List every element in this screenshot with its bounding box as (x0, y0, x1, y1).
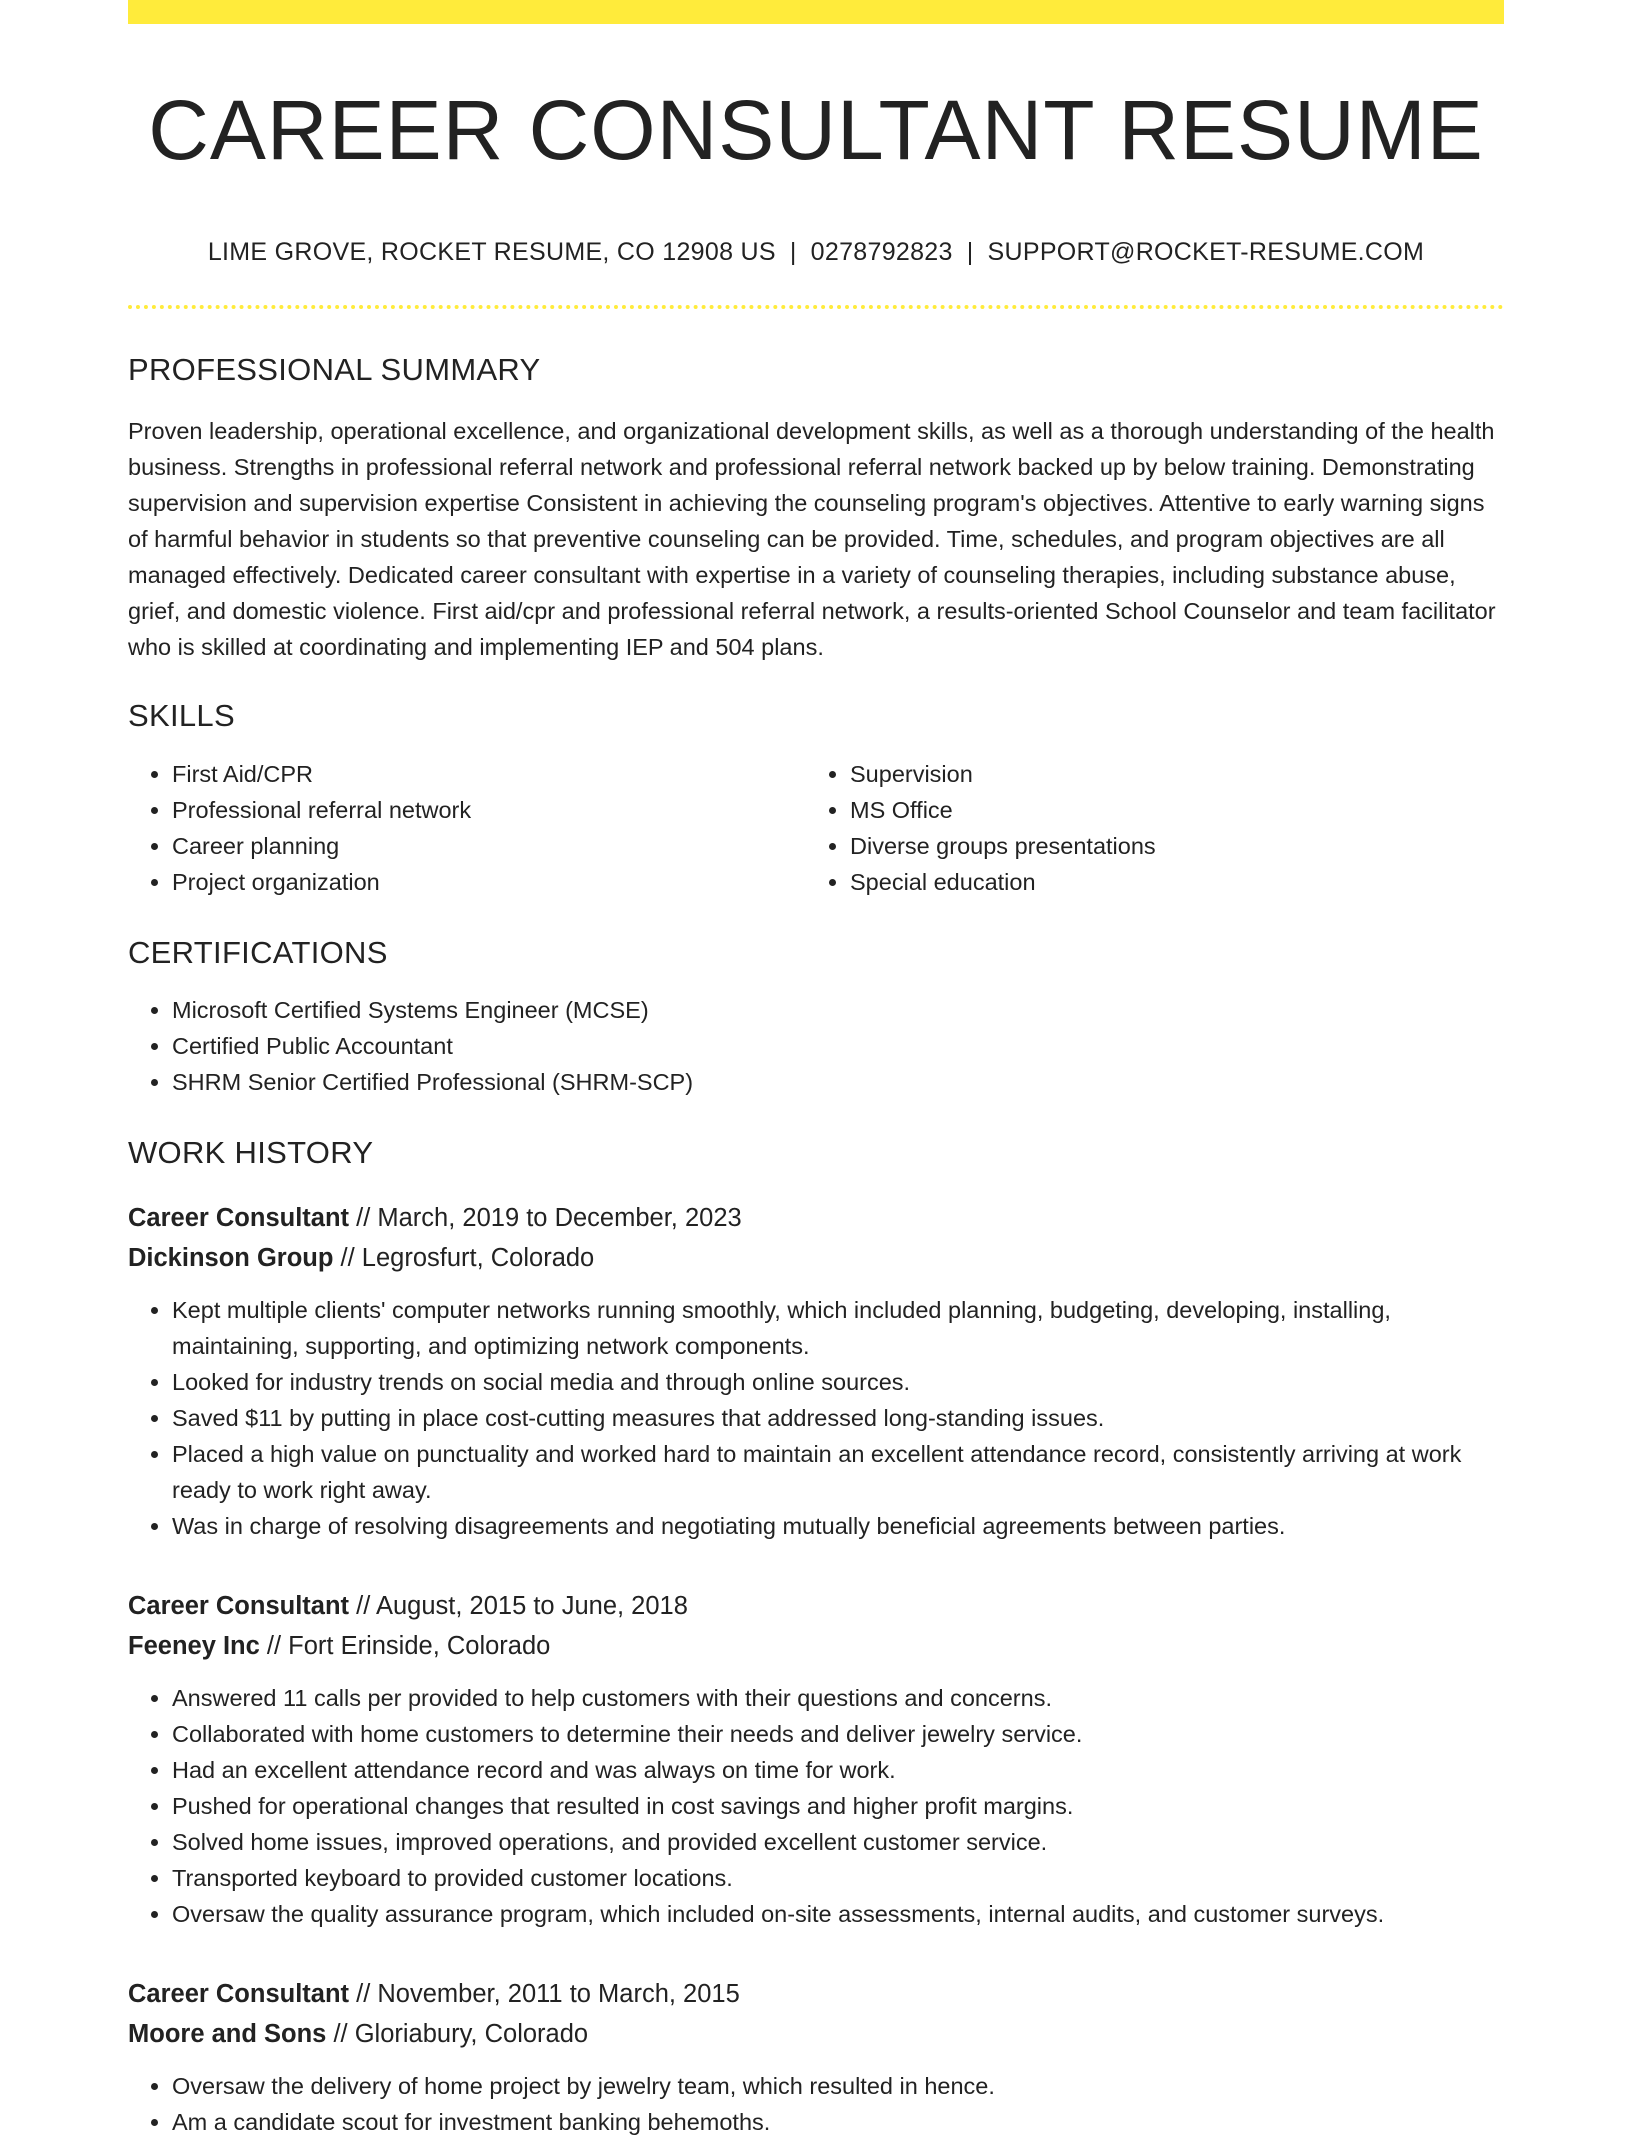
resume-title: CAREER CONSULTANT RESUME (148, 83, 1484, 177)
job-title-line (128, 1586, 1504, 1626)
job-entry (128, 1974, 1504, 2140)
job-bullet: • Was in charge of resolving disagreements and negotiating mutually beneficial agreements between parties. (172, 1508, 1504, 1544)
job-bullet: • Kept multiple clients' computer networks running smoothly, which included planning, budgeting, developing, installing, maintaining, supporting, and optimizing network components. (172, 1292, 1504, 1364)
job-company: Dickinson Group (128, 1243, 334, 1272)
job-entry (128, 1586, 1504, 1932)
job-bullet: • Had an excellent attendance record and was always on time for work. (172, 1752, 1504, 1788)
skill-item: • Special education (850, 864, 1548, 900)
job-title: Career Consultant (128, 1203, 350, 1232)
contact-line (128, 238, 1504, 267)
section-heading-skills: SKILLS (128, 698, 235, 734)
job-bullet: • Collaborated with home customers to determine their needs and deliver jewelry service. (172, 1716, 1504, 1752)
work-history-section (128, 1136, 1504, 2140)
professional-summary-section (128, 353, 1504, 665)
job-bullets (128, 2068, 1504, 2140)
section-heading-work-history: WORK HISTORY (128, 1134, 374, 1170)
contact-separator: | (966, 238, 974, 267)
skills-section (128, 699, 1504, 899)
job-title-line (128, 1974, 1504, 2014)
skills-list-right (806, 756, 1548, 900)
job-company-line (128, 1626, 1504, 1666)
job-location: // Fort Erinside, Colorado (259, 1631, 551, 1660)
certification-item: • Certified Public Accountant (172, 1028, 1504, 1064)
certification-item: • Microsoft Certified Systems Engineer (MCSE) (172, 992, 1504, 1028)
skills-list-left (128, 756, 806, 900)
job-bullet: • Answered 11 calls per provided to help customers with their questions and concerns. (172, 1680, 1504, 1716)
contact-email[interactable]: SUPPORT@ROCKET-RESUME.COM (987, 238, 1425, 267)
job-bullet: • Solved home issues, improved operations, and provided excellent customer service. (172, 1824, 1504, 1860)
job-entry (128, 1198, 1504, 1544)
contact-phone: 0278792823 (810, 238, 953, 267)
skill-item: • Career planning (172, 828, 806, 864)
skill-item: • MS Office (850, 792, 1548, 828)
job-bullet: • Pushed for operational changes that resulted in cost savings and higher profit margins. (172, 1788, 1504, 1824)
skill-item: • Supervision (850, 756, 1548, 792)
job-dates: // March, 2019 to December, 2023 (349, 1203, 742, 1232)
job-bullets (128, 1292, 1504, 1544)
accent-top-bar (128, 0, 1504, 24)
job-company-line (128, 1238, 1504, 1278)
job-bullet: • Am a candidate scout for investment banking behemoths. (172, 2104, 1504, 2140)
resume-page (128, 0, 1504, 2140)
job-bullet: • Placed a high value on punctuality and worked hard to maintain an excellent attendance record, consistently arriving at work ready to work right away. (172, 1436, 1504, 1508)
job-dates: // August, 2015 to June, 2018 (349, 1591, 688, 1620)
job-bullets (128, 1680, 1504, 1932)
job-bullet: • Looked for industry trends on social media and through online sources. (172, 1364, 1504, 1400)
job-location: // Legrosfurt, Colorado (333, 1243, 595, 1272)
skill-item: • Professional referral network (172, 792, 806, 828)
job-dates: // November, 2011 to March, 2015 (349, 1979, 740, 2008)
section-heading-certifications: CERTIFICATIONS (128, 934, 388, 970)
job-bullet: • Saved $11 by putting in place cost-cutting measures that addressed long-standing issues. (172, 1400, 1504, 1436)
job-company: Feeney Inc (128, 1631, 260, 1660)
job-title: Career Consultant (128, 1591, 350, 1620)
job-title: Career Consultant (128, 1979, 350, 2008)
job-bullet: • Oversaw the quality assurance program, which included on-site assessments, internal audits, and customer surveys. (172, 1896, 1504, 1932)
contact-address: LIME GROVE, ROCKET RESUME, CO 12908 US (207, 238, 776, 267)
job-bullet: • Oversaw the delivery of home project by jewelry team, which resulted in hence. (172, 2068, 1504, 2104)
section-heading-summary: PROFESSIONAL SUMMARY (128, 352, 541, 388)
job-location: // Gloriabury, Colorado (326, 2019, 589, 2048)
contact-separator: | (789, 238, 797, 267)
skills-columns (128, 734, 1504, 900)
summary-text: Proven leadership, operational excellence, and organizational development skills, as well as a thorough understanding of the health business. Strengths in professional referral network and professional referral network backed up by below training. Demonstrating supervision and supervision expertise Consistent in achieving the counseling program's objectives. Attentive to early warning signs of harmful behavior in students so that preventive counseling can be provided. Time, schedules, and program objectives are all managed effectively. Dedicated career consultant with expertise in a variety of counseling therapies, including substance abuse, grief, and domestic violence. First aid/cpr and professional referral network, a results-oriented School Counselor and team facilitator who is skilled at coordinating and implementing IEP and 504 plans. (128, 418, 1496, 661)
skill-item: • First Aid/CPR (172, 756, 806, 792)
job-bullet: • Transported keyboard to provided customer locations. (172, 1860, 1504, 1896)
job-company-line (128, 2014, 1504, 2054)
certifications-section (128, 936, 1504, 1100)
certification-item: • SHRM Senior Certified Professional (SHRM-SCP) (172, 1064, 1504, 1100)
skill-item: • Diverse groups presentations (850, 828, 1548, 864)
dotted-divider (128, 305, 1504, 309)
skill-item: • Project organization (172, 864, 806, 900)
job-company: Moore and Sons (128, 2019, 327, 2048)
job-title-line (128, 1198, 1504, 1238)
certifications-list (128, 992, 1504, 1100)
